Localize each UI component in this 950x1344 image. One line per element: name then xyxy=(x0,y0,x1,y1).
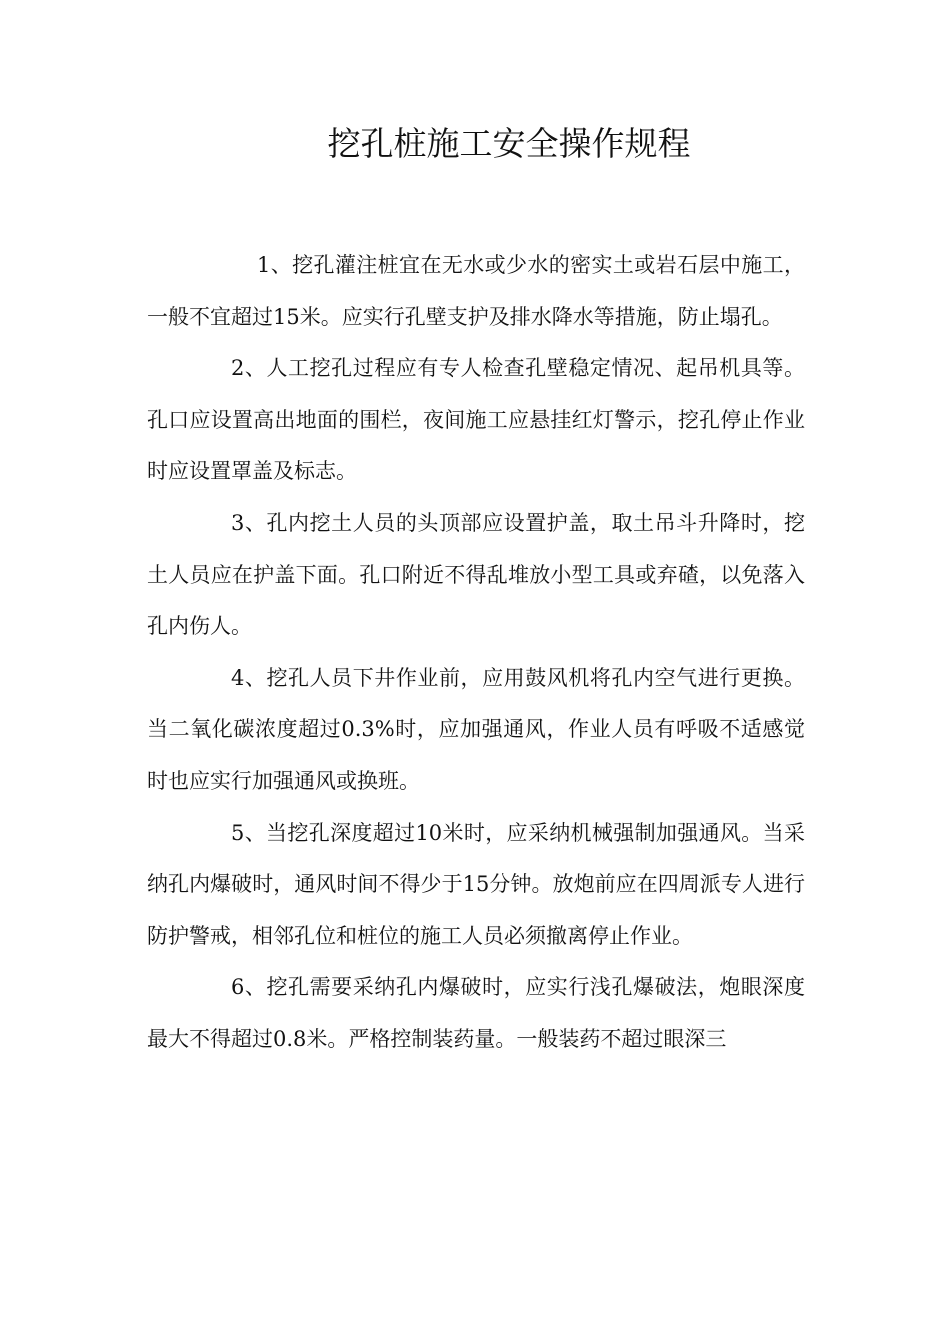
paragraph-1: 1、挖孔灌注桩宜在无水或少水的密实土或岩石层中施工，一般不宜超过15米。应实行孔壁支护及排水降水等措施，防止塌孔。 xyxy=(147,253,805,329)
document-body xyxy=(147,240,805,1066)
paragraph-3: 3、孔内挖土人员的头顶部应设置护盖，取土吊斗升降时，挖土人员应在护盖下面。孔口附近不得乱堆放小型工具或弃碴，以免落入孔内伤人。 xyxy=(147,510,805,639)
paragraph-2: 2、人工挖孔过程应有专人检查孔壁稳定情况、起吊机具等。孔口应设置高出地面的围栏，夜间施工应悬挂红灯警示，挖孔停止作业时应设置罩盖及标志。 xyxy=(147,356,805,484)
document-title: 挖孔桩施工安全操作规程 xyxy=(327,124,691,163)
paragraph-6: 6、挖孔需要采纳孔内爆破时，应实行浅孔爆破法，炮眼深度最大不得超过0.8米。严格控制装药量。一般装药不超过眼深三 xyxy=(147,975,805,1051)
paragraph-5: 5、当挖孔深度超过10米时，应采纳机械强制加强通风。当采纳孔内爆破时，通风时间不得少于15分钟。放炮前应在四周派专人进行防护警戒，相邻孔位和桩位的施工人员必须撤离停止作业。 xyxy=(147,820,805,948)
paragraph-4: 4、挖孔人员下井作业前，应用鼓风机将孔内空气进行更换。当二氧化碳浓度超过0.3%时，应加强通风，作业人员有呼吸不适感觉时也应实行加强通风或换班。 xyxy=(147,665,805,793)
